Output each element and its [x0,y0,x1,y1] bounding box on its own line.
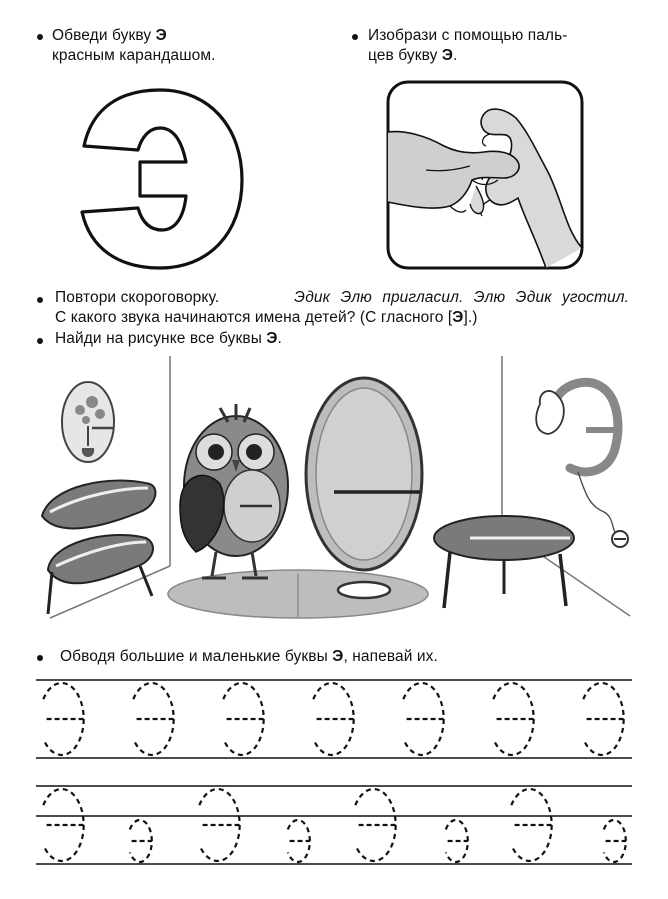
trace-letter-big [313,683,354,755]
task3-question: С какого звука начинаются имена детей? (С гласного [ [55,309,453,326]
bullet-task5 [37,655,43,661]
task4-prefix: Найди на рисунке все буквы [55,330,262,347]
trace-letter-big [43,683,84,755]
task3-text [55,288,645,328]
task3-twister: Эдик Элю пригласил. Элю Эдик угостил. [294,289,629,306]
trace-row-2 [36,784,632,866]
task5-prefix: Обводя большие и маленькие буквы [60,648,328,665]
trace-letter-big [355,789,396,861]
task2-line1: Изобрази с помощью паль- [368,27,568,44]
mirror [306,378,422,598]
task2-line2-suffix: . [453,47,458,64]
task1-line2: красным карандашом. [52,47,216,64]
bullet-task4 [37,338,43,344]
trace-letter-big [583,683,624,755]
leaf-chair [42,481,155,614]
task2-line2-prefix: цев букву [368,47,438,64]
trace-letter-big [511,789,552,861]
big-letter-e-outline [78,84,248,274]
bullet-task2 [352,34,358,40]
trace-letter-small [288,820,310,862]
trace-letter-big [223,683,264,755]
task5-letter: Э [332,648,344,665]
trace-row-1 [36,678,632,760]
trace-letter-small [130,820,152,862]
bullet-task3 [37,297,43,303]
task2-letter: Э [441,47,454,64]
task3-sound: Э [452,309,464,326]
trace-letter-small [446,820,468,862]
owl [180,404,288,578]
task4-suffix: . [277,330,282,347]
task5-suffix: , напевай их. [343,648,438,665]
trace-letter-big [43,789,84,861]
wall-picture [62,382,114,462]
hand-sign-picture [386,80,584,270]
task1-text [52,26,292,66]
task5-text [60,647,438,667]
task3-lead: Повтори скороговорку. [55,289,220,306]
task2-text [368,26,628,66]
trace-letter-big [493,683,534,755]
task4-letter: Э [266,330,278,347]
bullet-task1 [37,34,43,40]
trace-letter-big [133,683,174,755]
trace-letter-big [199,789,240,861]
trace-letter-big [403,683,444,755]
table [434,516,574,608]
task4-text [55,329,282,349]
trace-letter-small [604,820,626,862]
task1-letter: Э [155,27,167,44]
task1-line1: Обведи букву [52,27,152,44]
room-scene [30,356,640,628]
task3-question-end: ].) [463,309,478,326]
